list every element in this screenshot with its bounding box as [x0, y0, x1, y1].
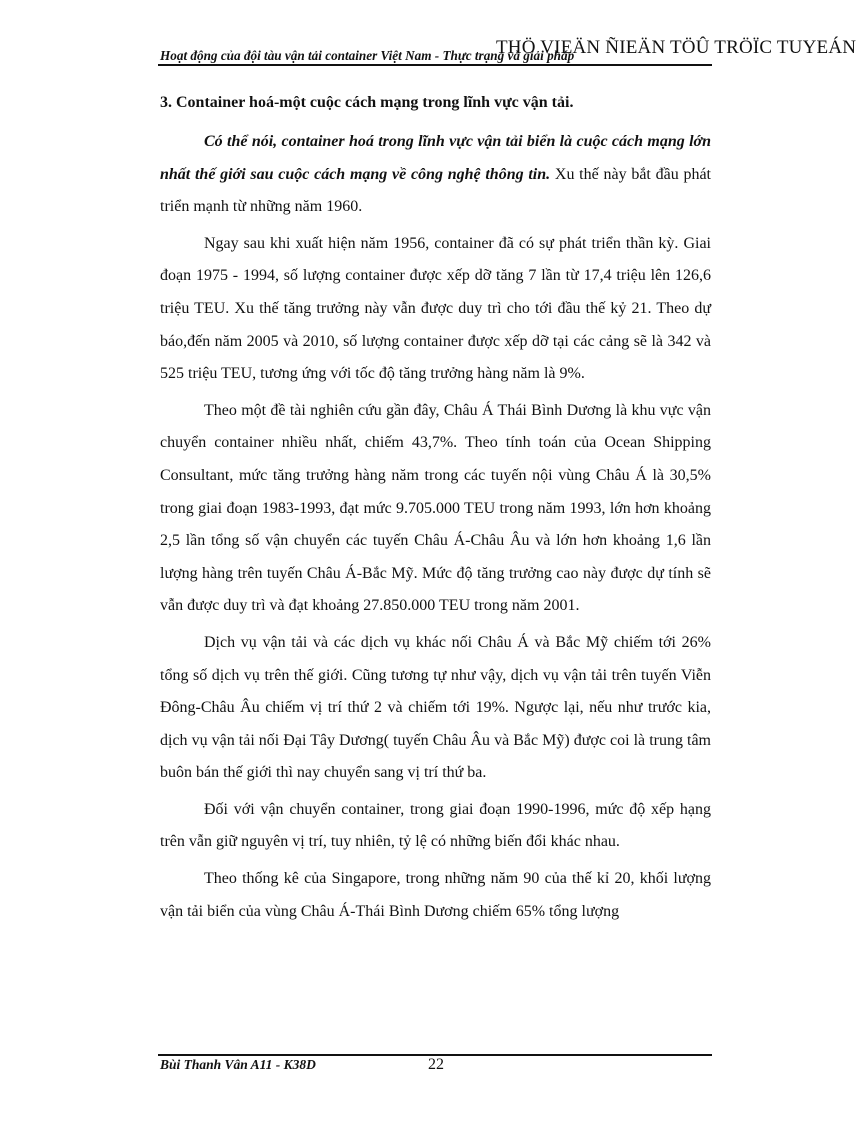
paragraph-1-text: Xu thế này bắt đầu phát triển mạnh từ những năm 1960. [160, 165, 711, 216]
paragraph-1 [160, 126, 711, 224]
page-number: 22 [428, 1056, 444, 1073]
page-body [160, 90, 711, 928]
section-heading: 3. Container hoá-một cuộc cách mạng trong lĩnh vực vận tải. [160, 94, 574, 111]
paragraph-5: Đối với vận chuyển container, trong giai đoạn 1990-1996, mức độ xếp hạng trên vẫn giữ nguyên vị trí, tuy nhiên, tỷ lệ có những biến đổi khác nhau. [160, 800, 711, 851]
paragraph-3: Theo một đề tài nghiên cứu gần đây, Châu Á Thái Bình Dương là khu vực vận chuyển container nhiều nhất, chiếm 43,7%. Theo tính toán của Ocean Shipping Consultant, mức tăng trưởng hàng năm trong các tuyến nội vùng Châu Á là 30,5% trong giai đoạn 1983-1993, đạt mức 9.705.000 TEU trong năm 1993, lớn hơn khoảng 2,5 lần tổng số vận chuyển các tuyến Châu Á-Châu Âu và lớn hơn khoảng 1,6 lần lượng hàng trên tuyến Châu Á-Bắc Mỹ. Mức độ tăng trưởng cao này được dự tính sẽ vẫn được duy trì và đạt khoảng 27.850.000 TEU trong năm 2001. [160, 401, 711, 615]
paragraph-2: Ngay sau khi xuất hiện năm 1956, container đã có sự phát triển thần kỳ. Giai đoạn 1975 - 1994, số lượng container được xếp dỡ tăng 7 lần từ 17,4 triệu lên 126,6 triệu TEU. Xu thế tăng trưởng này vẫn được duy trì cho tới đầu thế kỷ 21. Theo dự báo,đến năm 2005 và 2010, số lượng container được xếp dỡ tại các cảng sẽ là 342 và 525 triệu TEU, tương ứng với tốc độ tăng trưởng hàng năm là 9%. [160, 234, 711, 383]
running-header: Hoạt động của đội tàu vận tải container Việt Nam - Thực trạng và giải pháp [160, 48, 575, 63]
paragraph-4: Dịch vụ vận tải và các dịch vụ khác nối Châu Á và Bắc Mỹ chiếm tới 26% tổng số dịch vụ trên thế giới. Cũng tương tự như vậy, dịch vụ vận tải trên tuyến Viễn Đông-Châu Âu chiếm vị trí thứ 2 và chiếm tới 19%. Ngược lại, nếu như trước kia, dịch vụ vận tải nối Đại Tây Dương( tuyến Châu Âu và Bắc Mỹ) được coi là trung tâm buôn bán thế giới thì nay chuyển sang vị trí thứ ba. [160, 633, 711, 782]
paragraph-6: Theo thống kê của Singapore, trong những năm 90 của thế kỉ 20, khối lượng vận tải biển của vùng Châu Á-Thái Bình Dương chiếm 65% tổng lượng [160, 870, 711, 920]
paragraph-1-emphasis: Có thể nói, container hoá trong lĩnh vực vận tải biển là cuộc cách mạng lớn nhất thế giới sau cuộc cách mạng về công nghệ thông tin. [160, 133, 711, 183]
footer-author: Bùi Thanh Vân A11 - K38D [160, 1057, 316, 1072]
header-rule [158, 64, 712, 66]
watermark-text: THÖ VIEÄN ÑIEÄN TÖÛ TRÖÏC TUYEÁN [496, 37, 856, 58]
